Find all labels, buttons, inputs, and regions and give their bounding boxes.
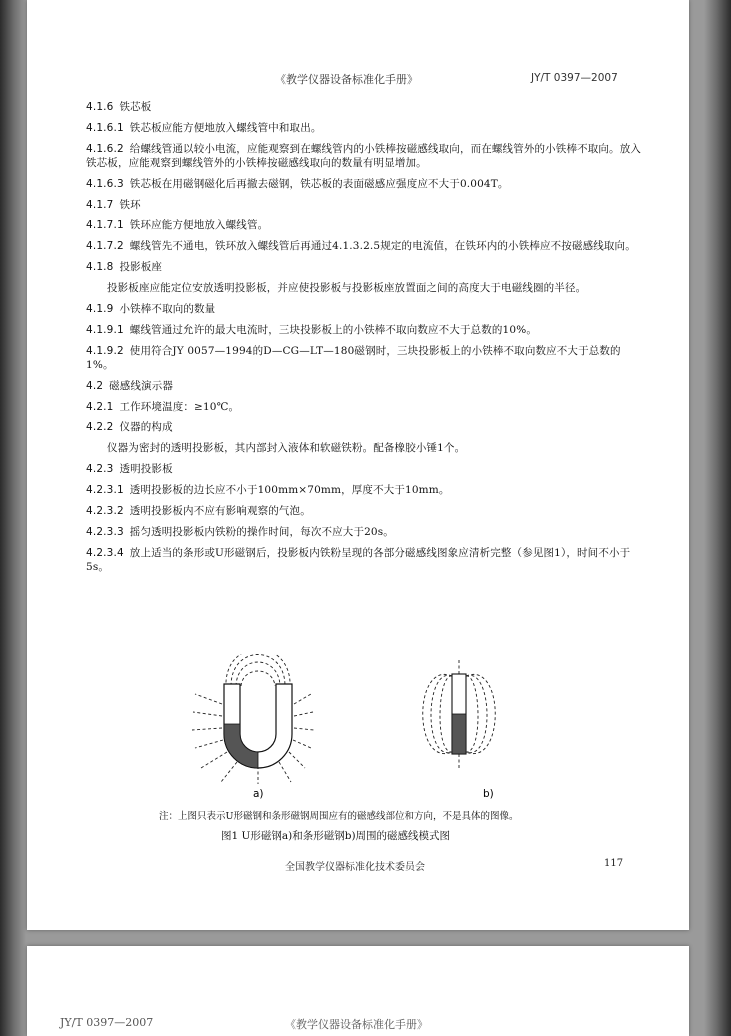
clause-number: 4.1.7 xyxy=(86,198,114,211)
clause-number: 4.2 xyxy=(86,379,104,392)
bar-magnet-diagram xyxy=(419,660,499,768)
clause-text: 仪器为密封的透明投影板，其内部封入液体和软磁铁粉。配备橡胶小锤1个。 xyxy=(107,442,466,455)
body-line xyxy=(86,462,646,476)
figure-label-a: a) xyxy=(253,788,264,800)
clause-number: 4.1.8 xyxy=(86,261,114,274)
body-line xyxy=(86,323,646,337)
clause-text: 螺线管先不通电，铁环放入螺线管后再通过4.1.3.2.5规定的电流值，在铁环内的小铁棒应不按磁感线取向。 xyxy=(129,240,636,253)
clause-number: 4.2.3.2 xyxy=(86,505,124,518)
clause-text: 透明投影板的边长应不小于100mm×70mm，厚度不大于10mm。 xyxy=(129,484,450,497)
clause-text: 仪器的构成 xyxy=(119,421,173,434)
clause-number: 4.2.3 xyxy=(86,463,114,476)
clause-number: 4.1.9 xyxy=(86,303,114,316)
clause-text: 铁环应能方便地放入螺线管。 xyxy=(129,219,269,232)
body-line xyxy=(86,400,646,414)
body-text xyxy=(86,100,646,581)
figure-note: 注：上图只表示U形磁钢和条形磁钢周围应有的磁感线部位和方向，不是具体的图像。 xyxy=(159,811,519,822)
body-line xyxy=(86,546,646,574)
clause-number: 4.2.1 xyxy=(86,400,114,413)
body-line xyxy=(86,198,646,212)
clause-text: 铁芯板 xyxy=(119,101,152,113)
clause-number: 4.1.9.1 xyxy=(86,323,124,336)
clause-number: 4.1.6.3 xyxy=(86,177,124,190)
clause-number: 4.2.3.3 xyxy=(86,525,124,538)
body-line xyxy=(86,344,646,372)
clause-text: 透明投影板 xyxy=(119,463,173,476)
body-line xyxy=(86,177,646,191)
body-line xyxy=(86,302,646,316)
figure-1 xyxy=(27,654,689,800)
clause-number: 4.1.7.1 xyxy=(86,219,124,232)
next-page-code: JY/T 0397—2007 xyxy=(60,1016,154,1029)
footer-committee: 全国教学仪器标准化技术委员会 xyxy=(285,862,425,873)
document-page xyxy=(27,0,689,930)
clause-text: 磁感线演示器 xyxy=(109,379,174,392)
figure-label-b: b) xyxy=(483,788,494,800)
clause-text: 铁环 xyxy=(119,198,141,211)
body-line xyxy=(86,239,646,253)
clause-number: 4.2.3.4 xyxy=(86,546,124,559)
clause-text: 小铁棒不取向的数量 xyxy=(119,303,216,316)
clause-text: 投影板座应能定位安放透明投影板，并应使投影板与投影板座放置面之间的高度大于电磁线圈的半径。 xyxy=(107,282,587,295)
bar-magnet-pole xyxy=(452,714,466,754)
clause-number: 4.1.7.2 xyxy=(86,240,124,253)
body-line xyxy=(86,218,646,232)
body-line xyxy=(86,483,646,497)
next-page xyxy=(27,946,689,1036)
clause-number: 4.1.9.2 xyxy=(86,344,124,357)
clause-text: 摇匀透明投影板内铁粉的操作时间，每次不应大于20s。 xyxy=(129,525,394,538)
u-magnet-pole xyxy=(224,724,258,768)
body-line xyxy=(86,441,646,455)
clause-text: 投影板座 xyxy=(119,261,163,274)
body-line xyxy=(86,142,646,170)
clause-text: 透明投影板内不应有影响观察的气泡。 xyxy=(129,505,311,518)
clause-text: 铁芯板在用磁钢磁化后再撤去磁钢，铁芯板的表面磁感应强度应不大于0.004T。 xyxy=(129,177,509,190)
body-line xyxy=(86,100,646,114)
clause-text: 螺线管通过允许的最大电流时，三块投影板上的小铁棒不取向数应不大于总数的10%。 xyxy=(129,323,537,336)
clause-text: 铁芯板应能方便地放入螺线管中和取出。 xyxy=(129,121,322,134)
body-line xyxy=(86,525,646,539)
clause-text: 放上适当的条形或U形磁钢后，投影板内铁粉呈现的各部分磁感线图象应清析完整（参见图1），时间不小于5s。 xyxy=(86,546,631,573)
clause-number: 4.1.6.2 xyxy=(86,142,124,155)
body-line xyxy=(86,121,646,135)
figure-caption: 图1 U形磁钢a)和条形磁钢b)周围的磁感线模式图 xyxy=(221,830,451,842)
body-line xyxy=(86,260,646,274)
body-line xyxy=(86,504,646,518)
next-page-title: 《教学仪器设备标准化手册》 xyxy=(285,1018,428,1031)
clause-text: 使用符合JY 0057—1994的D—CG—LT—180磁钢时，三块投影板上的小铁棒不取向数应不大于总数的1%。 xyxy=(86,344,621,371)
body-line xyxy=(86,420,646,434)
u-magnet-diagram xyxy=(187,654,317,786)
header-title: 《教学仪器设备标准化手册》 xyxy=(275,73,418,86)
clause-number: 4.2.3.1 xyxy=(86,484,124,497)
clause-text: 工作环境温度：≥10℃。 xyxy=(119,400,240,413)
header-standard-code: JY/T 0397—2007 xyxy=(531,72,618,84)
clause-number: 4.1.6.1 xyxy=(86,121,124,134)
body-line xyxy=(86,379,646,393)
page-number: 117 xyxy=(604,858,624,869)
clause-number: 4.2.2 xyxy=(86,421,114,434)
clause-number: 4.1.6 xyxy=(86,101,114,113)
clause-text: 给螺线管通以较小电流，应能观察到在螺线管内的小铁棒按磁感线取向，而在螺线管外的小铁棒不取向。放入铁芯板，应能观察到螺线管外的小铁棒按磁感线取向的数量有明显增加。 xyxy=(86,142,641,169)
body-line xyxy=(86,281,646,295)
